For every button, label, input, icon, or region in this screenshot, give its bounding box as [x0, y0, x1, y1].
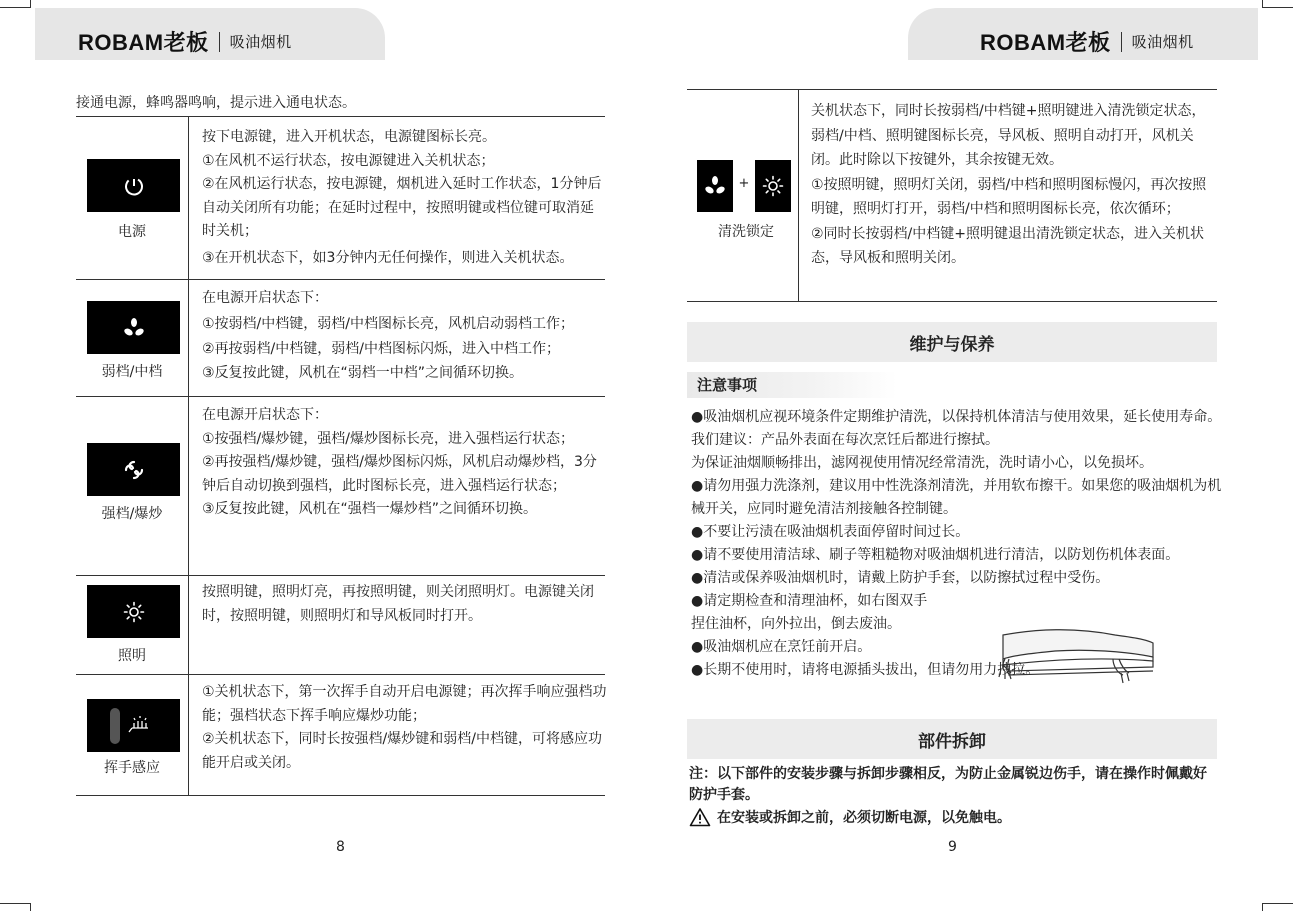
- clean-lock-label: 清洗锁定: [718, 224, 774, 240]
- oil-cup-illustration: [995, 625, 1160, 690]
- care-item: ●不要让污渍在吸油烟机表面停留时间过长。: [691, 524, 970, 540]
- desc-line: ③反复按此键，风机在“弱档一中档”之间循环切换。: [202, 364, 524, 381]
- desc-line: 按下电源键，进入开机状态，电源键图标长亮。: [202, 129, 496, 145]
- care-item: ●请不要使用清洁球、刷子等粗糙物对吸油烟机进行清洁，以防划伤机体表面。: [691, 547, 1180, 563]
- desc-line: 在电源开启状态下：: [202, 290, 328, 306]
- brand-logo: ROBAM老板: [78, 30, 209, 55]
- crop-mark: [1263, 903, 1293, 904]
- desc-line: ①关机状态下，第一次挥手自动开启电源键；再次挥手响应强档功能；强档状态下挥手响应爆炒功能；: [202, 684, 607, 724]
- fan-icon: [704, 175, 726, 197]
- table-row: [76, 396, 605, 576]
- care-item: 捏住油杯，向外拉出，倒去废油。: [691, 616, 901, 632]
- high-boost-description: [202, 404, 607, 522]
- light-button-box: [87, 585, 180, 638]
- care-item: ●长期不使用时，请将电源插头拔出，但请勿用力拽拉。: [691, 662, 1040, 678]
- table-row: [76, 117, 605, 280]
- desc-line: 按照明键，照明灯亮，再按照明键，则关闭照明灯。电源键关闭时，按照明键，则照明灯和导风板同时打开。: [202, 584, 594, 624]
- light-icon: [762, 175, 784, 197]
- clean-lock-description: [811, 99, 1217, 271]
- care-item: 为保证油烟顺畅排出，滤网视使用情况经常清洗，洗时请小心，以免损坏。: [691, 455, 1153, 471]
- plus-sign: +: [738, 176, 750, 191]
- high-boost-label: 强档/爆炒: [101, 506, 163, 522]
- controls-table: [76, 116, 607, 776]
- desc-line: ②再按弱档/中档键，弱档/中档图标闪烁，进入中档工作；: [202, 341, 560, 357]
- power-description: [202, 126, 607, 270]
- care-item: ●吸油烟机应在烹饪前开启。: [691, 639, 872, 655]
- desc-line: ②在风机运行状态，按电源键，烟机进入延时工作状态，1分钟后自动关闭所有功能；在延时过程中，按照明键或档位键可取消延时关机；: [202, 176, 602, 239]
- light-label: 照明: [118, 648, 146, 664]
- desc-line: ①按强档/爆炒键，强档/爆炒图标长亮，进入强档运行状态；: [202, 430, 574, 447]
- care-item: ●吸油烟机应视环境条件定期维护清洗，以保持机体清洁与使用效果，延长使用寿命。: [691, 409, 1222, 425]
- crop-mark: [0, 7, 30, 8]
- crop-mark: [30, 903, 31, 911]
- desc-line: 在电源开启状态下：: [202, 407, 328, 423]
- low-mid-description: [202, 287, 607, 385]
- crop-mark: [0, 903, 30, 904]
- power-label: 电源: [118, 224, 146, 240]
- brand-header-left: [78, 26, 292, 57]
- column-divider: [188, 575, 189, 674]
- table-row: [76, 279, 605, 397]
- care-item: ●清洁或保养吸油烟机时，请戴上防护手套，以防擦拭过程中受伤。: [691, 570, 1110, 586]
- swirl-icon: [123, 459, 145, 481]
- wave-sensor-icon: [104, 706, 164, 746]
- fan-button-box: [87, 301, 180, 354]
- light-icon: [123, 601, 145, 623]
- care-item: ●请定期检查和清理油杯，如右图双手: [691, 593, 928, 609]
- care-item: 我们建议：产品外表面在每次烹饪后都进行擦拭。: [691, 432, 999, 448]
- brand-logo: ROBAM老板: [980, 30, 1111, 55]
- low-mid-label: 弱档/中档: [101, 364, 163, 380]
- fan-icon: [123, 317, 145, 339]
- power-on-note: 接通电源，蜂鸣器鸣响，提示进入通电状态。: [76, 95, 356, 111]
- light-button-box: [755, 160, 791, 212]
- desc-line: 关机状态下，同时长按弱档/中档键+照明键进入清洗锁定状态，弱档/中档、照明键图标长亮，导风板、照明自动打开，风机关闭。此时除以下按键外，其余按键无效。: [811, 103, 1206, 168]
- desc-line: ①在风机不运行状态，按电源键进入关机状态；: [202, 152, 495, 169]
- column-divider: [188, 117, 189, 279]
- notice-heading: 注意事项: [687, 372, 897, 398]
- wave-sensor-label: 挥手感应: [104, 760, 160, 776]
- table-row: [76, 575, 605, 675]
- crop-mark: [30, 0, 31, 8]
- table-row: [687, 90, 1217, 302]
- table-row: [76, 674, 605, 796]
- column-divider: [188, 279, 189, 396]
- crop-mark: [1262, 903, 1263, 911]
- desc-line: ③在开机状态下，如3分钟内无任何操作，则进入关机状态。: [202, 249, 574, 266]
- warning-icon: [689, 807, 711, 827]
- warning-text: 在安装或拆卸之前，必须切断电源，以免触电。: [717, 810, 1011, 826]
- wave-sensor-description: [202, 681, 607, 775]
- boost-button-box: [87, 443, 180, 496]
- product-name: 吸油烟机: [1131, 34, 1194, 51]
- column-divider: [798, 90, 799, 301]
- power-button-box: [87, 159, 180, 212]
- disassembly-note: 注：以下部件的安装步骤与拆卸步骤相反，为防止金属锐边伤手，请在操作时佩戴好防护手套。: [689, 766, 1207, 803]
- desc-line: ③反复按此键，风机在“强档一爆炒档”之间循环切换。: [202, 501, 538, 517]
- maintenance-section-title: 维护与保养: [687, 322, 1217, 362]
- page-number-left: 8: [336, 839, 345, 855]
- clean-lock-table: [687, 89, 1217, 266]
- disassembly-section-title: 部件拆卸: [687, 719, 1217, 759]
- wave-sensor-button-box: [87, 699, 180, 752]
- page-number-right: 9: [948, 839, 957, 855]
- power-icon: [123, 175, 145, 197]
- brand-divider: [219, 32, 220, 52]
- product-name: 吸油烟机: [229, 34, 292, 51]
- desc-line: ①按照明键，照明灯关闭，弱档/中档和照明图标慢闪，再次按照明键，照明灯打开，弱档/中档和照明图标长亮，依次循环；: [811, 176, 1207, 217]
- brand-divider: [1121, 32, 1122, 52]
- light-description: [202, 581, 607, 628]
- desc-line: ②关机状态下，同时长按强档/爆炒键和弱档/中档键，可将感应功能开启或关闭。: [202, 731, 602, 771]
- fan-button-box: [697, 160, 733, 212]
- warning-line: [689, 807, 1011, 827]
- desc-line: ①按弱档/中档键，弱档/中档图标长亮，风机启动弱档工作；: [202, 315, 574, 332]
- desc-line: ②再按强档/爆炒键，强档/爆炒图标闪烁，风机启动爆炒档，3分钟后自动切换到强档，此时图标长亮，进入强档运行状态；: [202, 454, 597, 494]
- crop-mark: [1263, 7, 1293, 8]
- column-divider: [188, 674, 189, 795]
- brand-header-right: [980, 26, 1194, 57]
- care-item: ●请勿用强力洗涤剂，建议用中性洗涤剂清洗，并用软布擦干。如果您的吸油烟机为机械开关，应同时避免清洁剂接触各控制键。: [691, 478, 1222, 517]
- desc-line: ②同时长按弱档/中档键+照明键退出清洗锁定状态，进入关机状态，导风板和照明关闭。: [811, 225, 1204, 266]
- column-divider: [188, 396, 189, 575]
